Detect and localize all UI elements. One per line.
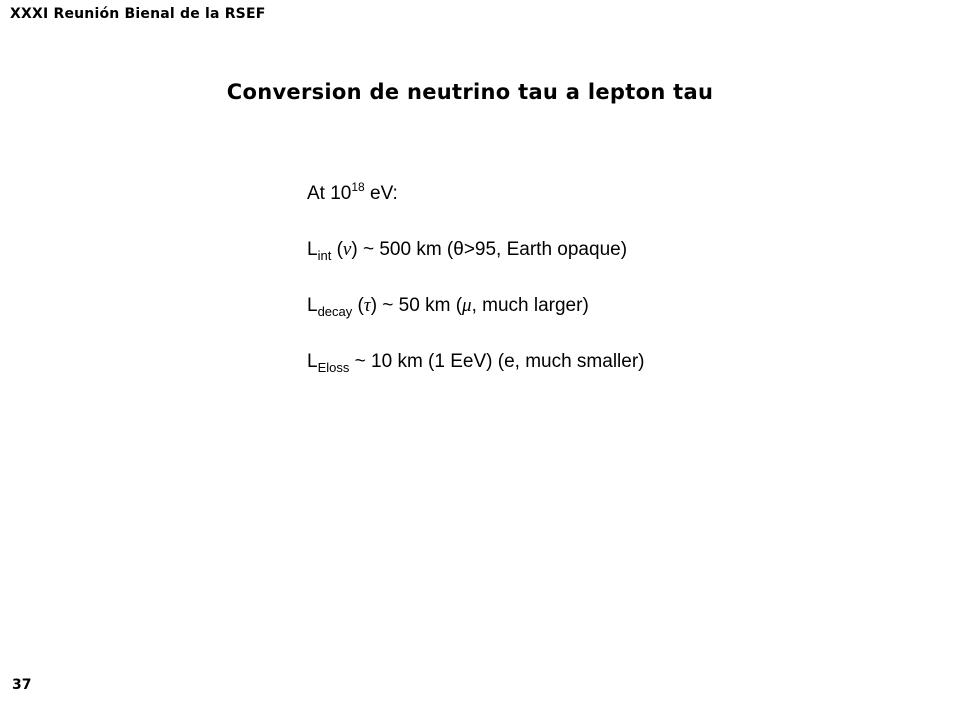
decay-length-line — [307, 296, 645, 352]
energy-exponent: 18 — [351, 180, 365, 194]
decay-subscript: decay — [317, 304, 353, 319]
decay-symbol: L — [307, 295, 318, 316]
neutrino-symbol: ν — [342, 239, 352, 260]
interaction-text: ) ~ 500 km (θ>95, Earth opaque) — [351, 239, 628, 260]
interaction-symbol: L — [307, 239, 318, 260]
muon-symbol: μ — [462, 295, 472, 316]
energy-line — [307, 180, 645, 240]
slide-title: Conversion de neutrino tau a lepton tau — [226, 80, 714, 104]
energy-loss-length-line — [307, 352, 645, 408]
slide-content — [307, 180, 645, 408]
interaction-length-line — [307, 240, 645, 296]
interaction-subscript: int — [317, 248, 332, 263]
decay-text: ) ~ 50 km ( — [370, 295, 463, 316]
eloss-text: ~ 10 km (1 EeV) (e, much smaller) — [349, 351, 645, 372]
page-number: 37 — [12, 677, 32, 693]
eloss-subscript: Eloss — [317, 360, 350, 375]
eloss-symbol: L — [307, 351, 318, 372]
decay-text-end: , much larger) — [471, 295, 589, 316]
decay-open: ( — [352, 295, 364, 316]
interaction-open: ( — [331, 239, 343, 260]
energy-suffix: eV: — [364, 183, 398, 204]
tau-symbol: τ — [363, 295, 371, 316]
conference-header: XXXI Reunión Bienal de la RSEF — [10, 6, 266, 22]
energy-prefix: At 10 — [307, 183, 352, 204]
